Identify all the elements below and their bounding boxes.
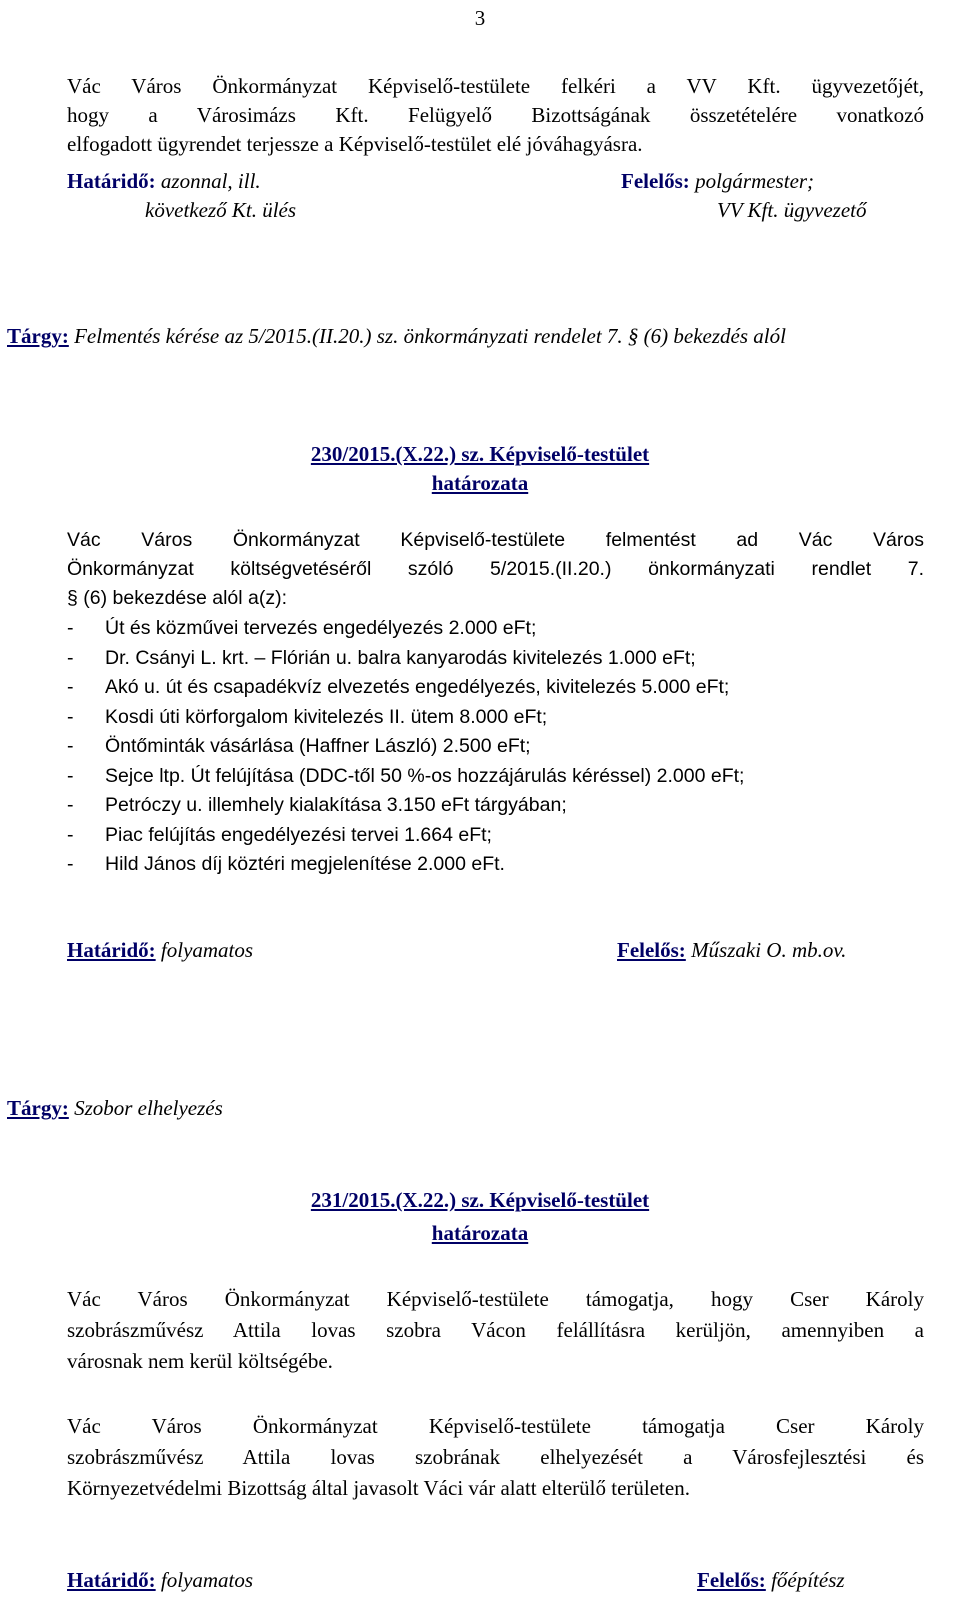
responsible-line [697, 1566, 845, 1595]
resolution-subtitle: határozata [431, 1221, 529, 1245]
deadline-label: Határidő: [67, 1568, 156, 1592]
section1-paragraph [67, 72, 924, 159]
paragraph-line: szobrászművész Attila lovas szobrának elhelyezését a Városfejlesztési és [67, 1445, 924, 1469]
list-item: - Akó u. út és csapadékvíz elvezetés engedélyezés, kivitelezés 5.000 eFt; [67, 676, 730, 698]
resolution-paragraph-1 [67, 1284, 924, 1377]
responsible-label: Felelős: [697, 1568, 766, 1592]
paragraph-line: elfogadott ügyrendet terjessze a Képviselő-testület elé jóváhagyásra. [67, 132, 643, 156]
deadline-value: folyamatos [160, 1568, 254, 1592]
list-item: - Sejce ltp. Út felújítása (DDC-től 50 %-os hozzájárulás kéréssel) 2.000 eFt; [67, 764, 745, 787]
list-item: - Petróczy u. illemhely kialakítása 3.150 eFt tárgyában; [67, 794, 567, 816]
subject-label: Tárgy: [7, 324, 69, 348]
list-item: - Út és közművei tervezés engedélyezés 2.000 eFt; [67, 617, 537, 639]
subject-line [7, 322, 786, 351]
deadline-value: folyamatos [160, 938, 254, 962]
paragraph-line: Önkormányzat költségvetéséről szóló 5/2015.(II.20.) önkormányzati rendlet 7. [67, 558, 924, 580]
resolution-number: 231/2015.(X.22.) sz. Képviselő-testület [310, 1188, 650, 1212]
responsible-value: polgármester; [695, 169, 815, 193]
paragraph-line: szobrászművész Attila lovas szobra Vácon felállításra kerüljön, amennyiben a [67, 1318, 924, 1342]
deadline-value-cont: következő Kt. ülés [145, 198, 297, 222]
deadline-label: Határidő: [67, 169, 156, 193]
paragraph-line: városnak nem kerül költségébe. [67, 1349, 333, 1373]
paragraph-line: § (6) bekezdése alól a(z): [67, 587, 288, 609]
list-item: - Piac felújítás engedélyezési tervei 1.664 eFt; [67, 823, 492, 846]
responsible-value-cont: VV Kft. ügyvezető [717, 198, 867, 222]
responsible-label: Felelős: [617, 938, 686, 962]
responsible-line [617, 936, 846, 965]
paragraph-line: Környezetvédelmi Bizottság által javasolt Váci vár alatt elterülő területen. [67, 1476, 690, 1500]
deadline-line [67, 936, 253, 965]
responsible-value: főépítész [771, 1568, 845, 1592]
responsible-value: Műszaki O. mb.ov. [691, 938, 847, 962]
deadline-label: Határidő: [67, 938, 156, 962]
paragraph-line: Vác Város Önkormányzat Képviselő-testülete támogatja Cser Károly [67, 1414, 924, 1438]
resolution-paragraph-2 [67, 1411, 924, 1504]
resolution-number: 230/2015.(X.22.) sz. Képviselő-testület [310, 442, 650, 466]
responsible-label: Felelős: [621, 169, 690, 193]
deadline-line [67, 167, 261, 196]
paragraph-line: Vác Város Önkormányzat Képviselő-testülete felmentést ad Vác Város [67, 529, 924, 551]
subject-line [7, 1094, 223, 1123]
paragraph-line: Vác Város Önkormányzat Képviselő-testülete támogatja, hogy Cser Károly [67, 1287, 924, 1311]
resolution-intro [67, 526, 924, 613]
list-item: - Hild János díj köztéri megjelenítése 2.000 eFt. [67, 853, 505, 875]
responsible-line [621, 167, 814, 196]
exemption-list [67, 614, 947, 880]
paragraph-line: Vác Város Önkormányzat Képviselő-testülete felkéri a VV Kft. ügyvezetőjét, [67, 74, 924, 98]
list-item: - Öntőminták vásárlása (Haffner László) 2.500 eFt; [67, 735, 531, 757]
subject-text: Szobor elhelyezés [74, 1096, 223, 1120]
paragraph-line: hogy a Városimázs Kft. Felügyelő Bizottságának összetételére vonatkozó [67, 103, 924, 127]
page-number: 3 [474, 6, 486, 30]
list-item: - Dr. Csányi L. krt. – Flórián u. balra kanyarodás kivitelezés 1.000 eFt; [67, 646, 696, 669]
subject-text: Felmentés kérése az 5/2015.(II.20.) sz. önkormányzati rendelet 7. § (6) bekezdés alól [74, 324, 786, 348]
deadline-line [67, 1566, 253, 1595]
subject-label: Tárgy: [7, 1096, 69, 1120]
list-item: - Kosdi úti körforgalom kivitelezés II. ütem 8.000 eFt; [67, 705, 548, 728]
deadline-value: azonnal, ill. [160, 169, 261, 193]
resolution-subtitle: határozata [431, 471, 529, 495]
